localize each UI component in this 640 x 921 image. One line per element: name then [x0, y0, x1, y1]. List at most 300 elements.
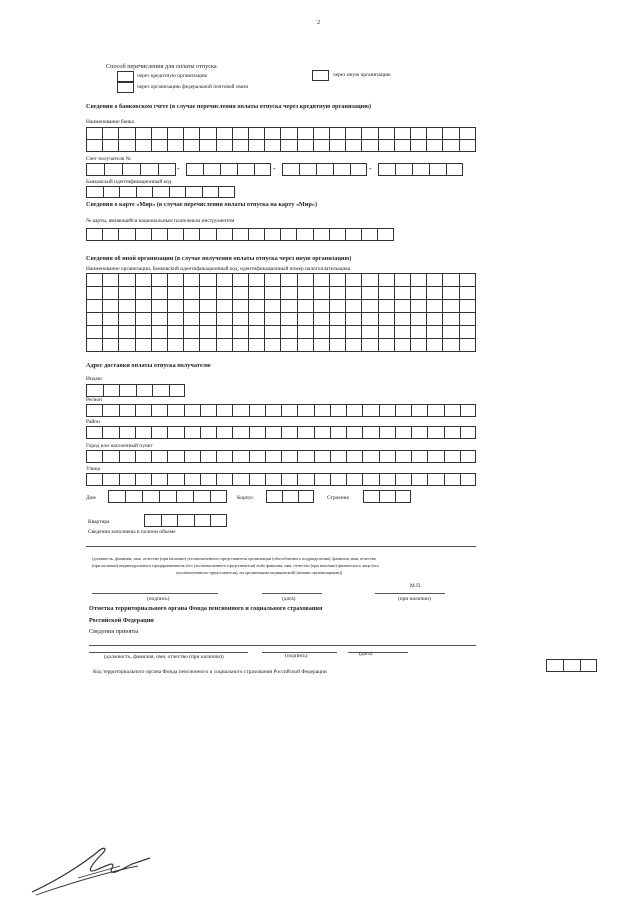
input-cell[interactable]	[168, 287, 184, 300]
input-cell[interactable]	[313, 140, 329, 152]
input-cell[interactable]	[151, 404, 167, 417]
input-cell[interactable]	[297, 287, 313, 300]
input-cell[interactable]	[459, 274, 475, 287]
input-cell[interactable]	[87, 339, 103, 352]
input-cell[interactable]	[199, 228, 215, 241]
input-cell[interactable]	[460, 450, 476, 463]
input-cell[interactable]	[200, 426, 216, 439]
input-cell[interactable]	[249, 326, 265, 339]
input-cell[interactable]	[103, 313, 119, 326]
input-cell[interactable]	[427, 473, 443, 486]
input-cell[interactable]	[394, 313, 410, 326]
input-cell[interactable]	[151, 228, 167, 241]
input-cell[interactable]	[119, 186, 136, 198]
input-cell[interactable]	[265, 274, 281, 287]
input-cell[interactable]	[135, 228, 151, 241]
input-cell[interactable]	[249, 473, 265, 486]
input-cell[interactable]	[333, 163, 350, 176]
input-cell[interactable]	[142, 490, 159, 503]
input-cell[interactable]	[151, 326, 167, 339]
input-cell[interactable]	[265, 326, 281, 339]
input-cell[interactable]	[330, 426, 346, 439]
input-cell[interactable]	[232, 313, 248, 326]
input-cell[interactable]	[168, 339, 184, 352]
input-cell[interactable]	[249, 450, 265, 463]
input-cell[interactable]	[281, 404, 297, 417]
input-cell[interactable]	[167, 404, 183, 417]
input-cell[interactable]	[86, 404, 102, 417]
input-cell[interactable]	[378, 287, 394, 300]
input-cell[interactable]	[280, 228, 296, 241]
input-cell[interactable]	[176, 490, 193, 503]
input-cell[interactable]	[248, 228, 264, 241]
input-cell[interactable]	[313, 287, 329, 300]
input-cell[interactable]	[395, 404, 411, 417]
input-cell[interactable]	[265, 426, 281, 439]
input-cell[interactable]	[443, 287, 459, 300]
input-cell[interactable]	[122, 163, 140, 176]
input-cell[interactable]	[395, 163, 412, 176]
input-cell[interactable]	[546, 659, 563, 672]
input-cell[interactable]	[459, 128, 475, 140]
input-cell[interactable]	[86, 426, 102, 439]
input-cell[interactable]	[446, 163, 463, 176]
input-cell[interactable]	[282, 490, 298, 503]
input-cell[interactable]	[158, 163, 176, 176]
input-cell[interactable]	[200, 473, 216, 486]
mir-card-cells[interactable]	[86, 228, 394, 241]
input-cell[interactable]	[232, 339, 248, 352]
input-cell[interactable]	[297, 313, 313, 326]
input-cell[interactable]	[443, 300, 459, 313]
input-cell[interactable]	[151, 140, 167, 152]
input-cell[interactable]	[119, 300, 135, 313]
input-cell[interactable]	[444, 450, 460, 463]
input-cell[interactable]	[119, 326, 135, 339]
input-cell[interactable]	[394, 128, 410, 140]
input-cell[interactable]	[232, 128, 248, 140]
input-cell[interactable]	[185, 186, 202, 198]
input-cell[interactable]	[103, 186, 120, 198]
input-cell[interactable]	[184, 287, 200, 300]
input-cell[interactable]	[169, 384, 186, 397]
input-cell[interactable]	[249, 128, 265, 140]
input-cell[interactable]	[362, 128, 378, 140]
input-cell[interactable]	[297, 450, 313, 463]
input-cell[interactable]	[184, 140, 200, 152]
input-cell[interactable]	[151, 339, 167, 352]
input-cell[interactable]	[329, 228, 345, 241]
input-cell[interactable]	[168, 274, 184, 287]
input-cell[interactable]	[119, 313, 135, 326]
input-cell[interactable]	[443, 274, 459, 287]
input-cell[interactable]	[378, 140, 394, 152]
input-cell[interactable]	[377, 228, 393, 241]
input-cell[interactable]	[330, 473, 346, 486]
input-cell[interactable]	[184, 128, 200, 140]
input-cell[interactable]	[298, 490, 314, 503]
input-cell[interactable]	[378, 274, 394, 287]
input-cell[interactable]	[443, 140, 459, 152]
input-cell[interactable]	[218, 186, 235, 198]
input-cell[interactable]	[444, 404, 460, 417]
input-cell[interactable]	[297, 473, 313, 486]
input-cell[interactable]	[395, 426, 411, 439]
input-cell[interactable]	[119, 140, 135, 152]
input-cell[interactable]	[249, 274, 265, 287]
input-cell[interactable]	[346, 450, 362, 463]
input-cell[interactable]	[103, 300, 119, 313]
input-cell[interactable]	[459, 313, 475, 326]
input-cell[interactable]	[152, 186, 169, 198]
input-cell[interactable]	[427, 426, 443, 439]
input-cell[interactable]	[119, 473, 135, 486]
input-cell[interactable]	[362, 473, 378, 486]
input-cell[interactable]	[135, 128, 151, 140]
input-cell[interactable]	[330, 326, 346, 339]
input-cell[interactable]	[411, 128, 427, 140]
account-cells-2[interactable]	[186, 163, 271, 176]
input-cell[interactable]	[281, 339, 297, 352]
input-cell[interactable]	[249, 287, 265, 300]
input-cell[interactable]	[580, 659, 597, 672]
input-cell[interactable]	[159, 490, 176, 503]
input-cell[interactable]	[265, 450, 281, 463]
input-cell[interactable]	[249, 404, 265, 417]
input-cell[interactable]	[460, 426, 476, 439]
input-cell[interactable]	[161, 514, 178, 527]
input-cell[interactable]	[411, 326, 427, 339]
input-cell[interactable]	[203, 163, 220, 176]
input-cell[interactable]	[135, 313, 151, 326]
input-cell[interactable]	[411, 140, 427, 152]
input-cell[interactable]	[200, 287, 216, 300]
input-cell[interactable]	[151, 473, 167, 486]
input-cell[interactable]	[378, 300, 394, 313]
input-cell[interactable]	[210, 514, 227, 527]
input-cell[interactable]	[151, 450, 167, 463]
input-cell[interactable]	[87, 313, 103, 326]
input-cell[interactable]	[135, 326, 151, 339]
input-cell[interactable]	[281, 287, 297, 300]
account-cells-4[interactable]	[378, 163, 463, 176]
input-cell[interactable]	[346, 287, 362, 300]
input-cell[interactable]	[216, 404, 232, 417]
input-cell[interactable]	[394, 339, 410, 352]
input-cell[interactable]	[427, 326, 443, 339]
input-cell[interactable]	[314, 450, 330, 463]
input-cell[interactable]	[119, 426, 135, 439]
input-cell[interactable]	[87, 128, 103, 140]
input-cell[interactable]	[265, 140, 281, 152]
input-cell[interactable]	[87, 326, 103, 339]
bank-name-grid[interactable]	[86, 127, 476, 152]
input-cell[interactable]	[429, 163, 446, 176]
input-cell[interactable]	[220, 163, 237, 176]
input-cell[interactable]	[135, 287, 151, 300]
input-cell[interactable]	[135, 450, 151, 463]
fund-code-cells[interactable]	[546, 659, 597, 672]
input-cell[interactable]	[297, 140, 313, 152]
input-cell[interactable]	[427, 313, 443, 326]
input-cell[interactable]	[184, 313, 200, 326]
input-cell[interactable]	[86, 450, 102, 463]
building-cells[interactable]	[266, 490, 314, 503]
checkbox-other-org[interactable]	[312, 70, 329, 81]
input-cell[interactable]	[443, 326, 459, 339]
input-cell[interactable]	[313, 313, 329, 326]
input-cell[interactable]	[232, 326, 248, 339]
input-cell[interactable]	[362, 404, 378, 417]
input-cell[interactable]	[427, 128, 443, 140]
input-cell[interactable]	[87, 300, 103, 313]
input-cell[interactable]	[216, 287, 232, 300]
input-cell[interactable]	[232, 450, 248, 463]
input-cell[interactable]	[362, 274, 378, 287]
input-cell[interactable]	[152, 384, 169, 397]
input-cell[interactable]	[169, 186, 186, 198]
input-cell[interactable]	[411, 313, 427, 326]
input-cell[interactable]	[168, 140, 184, 152]
input-cell[interactable]	[200, 274, 216, 287]
input-cell[interactable]	[411, 339, 427, 352]
input-cell[interactable]	[345, 228, 361, 241]
input-cell[interactable]	[281, 426, 297, 439]
input-cell[interactable]	[265, 473, 281, 486]
bik-cells[interactable]	[86, 186, 235, 198]
input-cell[interactable]	[135, 339, 151, 352]
input-cell[interactable]	[346, 473, 362, 486]
input-cell[interactable]	[87, 140, 103, 152]
input-cell[interactable]	[282, 163, 299, 176]
input-cell[interactable]	[216, 300, 232, 313]
input-cell[interactable]	[237, 163, 254, 176]
input-cell[interactable]	[103, 128, 119, 140]
input-cell[interactable]	[427, 287, 443, 300]
input-cell[interactable]	[232, 404, 248, 417]
input-cell[interactable]	[394, 140, 410, 152]
apartment-cells[interactable]	[144, 514, 227, 527]
input-cell[interactable]	[183, 228, 199, 241]
input-cell[interactable]	[412, 163, 429, 176]
structure-cells[interactable]	[363, 490, 411, 503]
input-cell[interactable]	[427, 300, 443, 313]
input-cell[interactable]	[459, 300, 475, 313]
input-cell[interactable]	[313, 326, 329, 339]
input-cell[interactable]	[200, 450, 216, 463]
input-cell[interactable]	[362, 326, 378, 339]
input-cell[interactable]	[119, 384, 136, 397]
input-cell[interactable]	[167, 228, 183, 241]
input-cell[interactable]	[249, 313, 265, 326]
input-cell[interactable]	[427, 404, 443, 417]
input-cell[interactable]	[136, 186, 153, 198]
input-cell[interactable]	[330, 339, 346, 352]
input-cell[interactable]	[249, 140, 265, 152]
input-cell[interactable]	[249, 300, 265, 313]
input-cell[interactable]	[444, 426, 460, 439]
city-cells[interactable]	[86, 450, 476, 463]
input-cell[interactable]	[378, 128, 394, 140]
input-cell[interactable]	[427, 339, 443, 352]
input-cell[interactable]	[297, 426, 313, 439]
input-cell[interactable]	[193, 490, 210, 503]
input-cell[interactable]	[330, 140, 346, 152]
input-cell[interactable]	[103, 339, 119, 352]
input-cell[interactable]	[443, 313, 459, 326]
input-cell[interactable]	[330, 128, 346, 140]
input-cell[interactable]	[249, 426, 265, 439]
input-cell[interactable]	[314, 426, 330, 439]
input-cell[interactable]	[200, 128, 216, 140]
input-cell[interactable]	[281, 450, 297, 463]
input-cell[interactable]	[346, 274, 362, 287]
input-cell[interactable]	[184, 473, 200, 486]
input-cell[interactable]	[427, 450, 443, 463]
input-cell[interactable]	[443, 339, 459, 352]
input-cell[interactable]	[395, 490, 411, 503]
input-cell[interactable]	[281, 140, 297, 152]
input-cell[interactable]	[232, 473, 248, 486]
input-cell[interactable]	[444, 473, 460, 486]
input-cell[interactable]	[378, 339, 394, 352]
input-cell[interactable]	[265, 287, 281, 300]
input-cell[interactable]	[216, 313, 232, 326]
input-cell[interactable]	[216, 426, 232, 439]
input-cell[interactable]	[119, 128, 135, 140]
input-cell[interactable]	[216, 140, 232, 152]
input-cell[interactable]	[125, 490, 142, 503]
input-cell[interactable]	[411, 404, 427, 417]
input-cell[interactable]	[140, 163, 158, 176]
input-cell[interactable]	[184, 300, 200, 313]
input-cell[interactable]	[135, 140, 151, 152]
input-cell[interactable]	[379, 473, 395, 486]
house-cells[interactable]	[108, 490, 227, 503]
input-cell[interactable]	[362, 426, 378, 439]
input-cell[interactable]	[144, 514, 161, 527]
input-cell[interactable]	[167, 473, 183, 486]
input-cell[interactable]	[362, 140, 378, 152]
input-cell[interactable]	[313, 339, 329, 352]
input-cell[interactable]	[86, 473, 102, 486]
input-cell[interactable]	[103, 287, 119, 300]
input-cell[interactable]	[265, 313, 281, 326]
input-cell[interactable]	[200, 326, 216, 339]
input-cell[interactable]	[379, 490, 395, 503]
input-cell[interactable]	[459, 140, 475, 152]
input-cell[interactable]	[151, 274, 167, 287]
input-cell[interactable]	[281, 313, 297, 326]
input-cell[interactable]	[102, 404, 118, 417]
input-cell[interactable]	[346, 140, 362, 152]
input-cell[interactable]	[459, 287, 475, 300]
input-cell[interactable]	[361, 228, 377, 241]
input-cell[interactable]	[249, 339, 265, 352]
input-cell[interactable]	[86, 384, 103, 397]
input-cell[interactable]	[177, 514, 194, 527]
input-cell[interactable]	[265, 339, 281, 352]
input-cell[interactable]	[86, 228, 102, 241]
input-cell[interactable]	[411, 274, 427, 287]
input-cell[interactable]	[264, 228, 280, 241]
checkbox-credit-org[interactable]	[117, 71, 134, 82]
input-cell[interactable]	[411, 300, 427, 313]
input-cell[interactable]	[184, 426, 200, 439]
input-cell[interactable]	[330, 450, 346, 463]
input-cell[interactable]	[119, 404, 135, 417]
input-cell[interactable]	[394, 300, 410, 313]
input-cell[interactable]	[265, 404, 281, 417]
input-cell[interactable]	[395, 473, 411, 486]
input-cell[interactable]	[119, 287, 135, 300]
input-cell[interactable]	[103, 274, 119, 287]
input-cell[interactable]	[460, 473, 476, 486]
input-cell[interactable]	[202, 186, 219, 198]
input-cell[interactable]	[184, 326, 200, 339]
input-cell[interactable]	[210, 490, 227, 503]
index-cells[interactable]	[86, 384, 185, 397]
input-cell[interactable]	[194, 514, 211, 527]
input-cell[interactable]	[103, 384, 120, 397]
input-cell[interactable]	[297, 128, 313, 140]
input-cell[interactable]	[232, 300, 248, 313]
input-cell[interactable]	[411, 473, 427, 486]
input-cell[interactable]	[167, 426, 183, 439]
input-cell[interactable]	[346, 313, 362, 326]
input-cell[interactable]	[216, 450, 232, 463]
input-cell[interactable]	[297, 300, 313, 313]
input-cell[interactable]	[119, 274, 135, 287]
input-cell[interactable]	[102, 426, 118, 439]
input-cell[interactable]	[394, 287, 410, 300]
input-cell[interactable]	[200, 404, 216, 417]
input-cell[interactable]	[346, 426, 362, 439]
input-cell[interactable]	[395, 450, 411, 463]
input-cell[interactable]	[379, 404, 395, 417]
input-cell[interactable]	[254, 163, 271, 176]
input-cell[interactable]	[378, 313, 394, 326]
input-cell[interactable]	[103, 140, 119, 152]
input-cell[interactable]	[168, 326, 184, 339]
input-cell[interactable]	[411, 287, 427, 300]
input-cell[interactable]	[265, 300, 281, 313]
input-cell[interactable]	[346, 339, 362, 352]
input-cell[interactable]	[281, 128, 297, 140]
input-cell[interactable]	[232, 140, 248, 152]
input-cell[interactable]	[313, 300, 329, 313]
input-cell[interactable]	[200, 140, 216, 152]
input-cell[interactable]	[135, 473, 151, 486]
account-cells-1[interactable]	[86, 163, 176, 176]
input-cell[interactable]	[330, 404, 346, 417]
input-cell[interactable]	[362, 339, 378, 352]
other-org-grid[interactable]	[86, 273, 476, 352]
input-cell[interactable]	[200, 339, 216, 352]
input-cell[interactable]	[411, 450, 427, 463]
input-cell[interactable]	[265, 128, 281, 140]
input-cell[interactable]	[232, 426, 248, 439]
input-cell[interactable]	[102, 450, 118, 463]
input-cell[interactable]	[362, 287, 378, 300]
input-cell[interactable]	[443, 128, 459, 140]
input-cell[interactable]	[104, 163, 122, 176]
input-cell[interactable]	[459, 326, 475, 339]
input-cell[interactable]	[102, 473, 118, 486]
input-cell[interactable]	[184, 450, 200, 463]
input-cell[interactable]	[135, 404, 151, 417]
input-cell[interactable]	[394, 274, 410, 287]
